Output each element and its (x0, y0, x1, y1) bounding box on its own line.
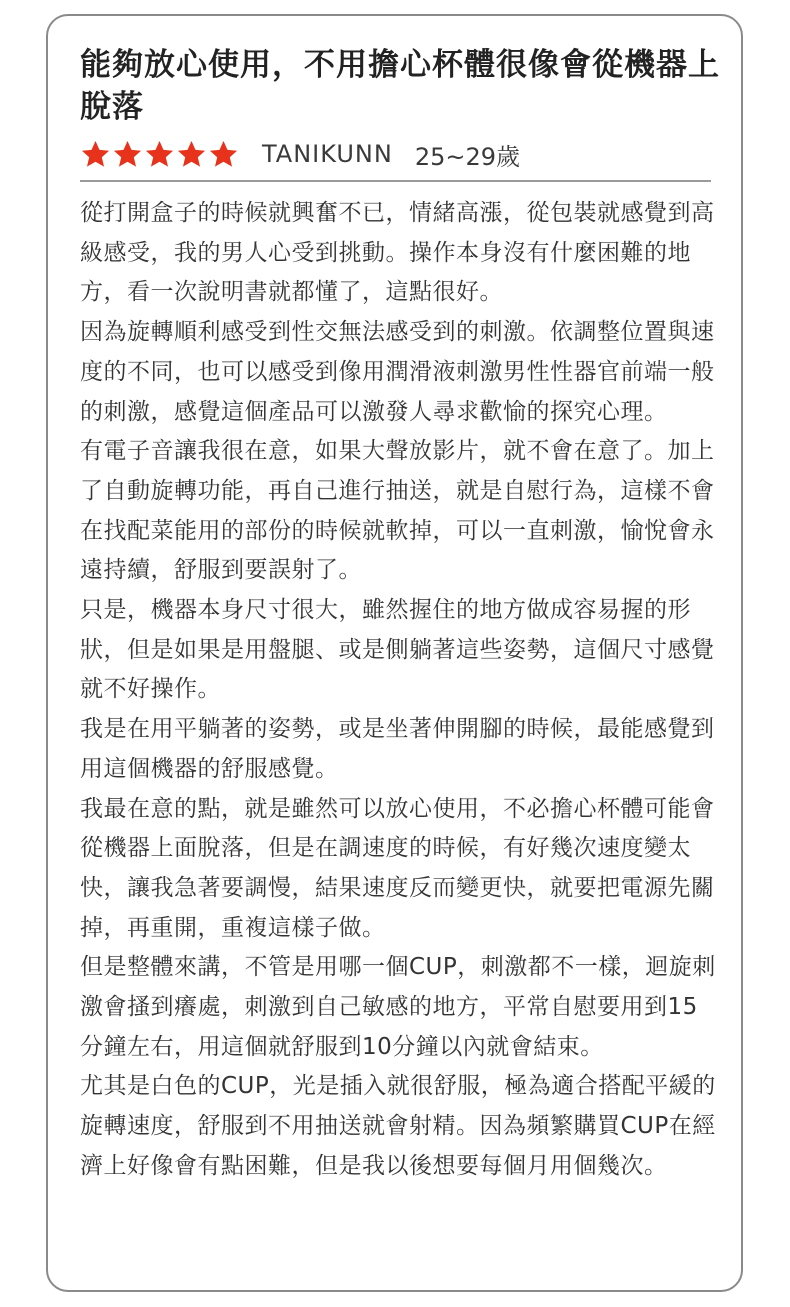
divider (80, 180, 711, 182)
review-paragraph: 尤其是白色的CUP，光是插入就很舒服，極為適合搭配平緩的旋轉速度，舒服到不用抽送就會射精。因為頻繁購買CUP在經濟上好像會有點困難，但是我以後想要每個月用個幾次。 (80, 1073, 716, 1179)
reviewer-age: 25~29歲 (414, 142, 520, 171)
review-paragraph: 只是，機器本身尺寸很大，雖然握住的地方做成容易握的形狀，但是如果是用盤腿、或是側躺著這些姿勢，這個尺寸感覺就不好操作。 (80, 597, 715, 703)
star-icon (208, 139, 239, 170)
review-paragraph: 從打開盒子的時候就興奮不已，情緒高漲，從包裝就感覺到高級感受，我的男人心受到挑動。操作本身沒有什麼困難的地方，看一次說明書就都懂了，這點很好。 (80, 200, 715, 306)
star-icon (144, 139, 175, 170)
review-paragraph: 但是整體來講，不管是用哪一個CUP，刺激都不一樣，迴旋刺激會搔到癢處，刺激到自己敏感的地方，平常自慰要用到15分鐘左右，用這個就舒服到10分鐘以內就會結束。 (80, 954, 716, 1060)
review-paragraph: 我最在意的點，就是雖然可以放心使用，不必擔心杯體可能會從機器上面脫落，但是在調速度的時候，有好幾次速度變太快，讓我急著要調慢，結果速度反而變更快，就要把電源先關掉，再重開，重複這樣子做。 (80, 795, 715, 941)
star-icon (176, 139, 207, 170)
review-paragraph: 有電子音讓我很在意，如果大聲放影片，就不會在意了。加上了自動旋轉功能，再自己進行抽送，就是自慰行為，這樣不會在找配菜能用的部份的時候就軟掉，可以一直刺激，愉悅會永遠持續，舒服到要誤射了。 (80, 438, 715, 584)
review-body (80, 194, 716, 1187)
review-paragraph: 我是在用平躺著的姿勢，或是坐著伸開腳的時候，最能感覺到用這個機器的舒服感覺。 (80, 716, 715, 782)
review-paragraph: 因為旋轉順利感受到性交無法感受到的刺激。依調整位置與速度的不同，也可以感受到像用潤滑液刺激男性性器官前端一般的刺激，感覺這個產品可以激發人尋求歡愉的探究心理。 (80, 319, 715, 425)
review-title: 能夠放心使用，不用擔心杯體很像會從機器上脫落 (80, 47, 720, 125)
star-icon (112, 139, 143, 170)
star-icon (80, 139, 111, 170)
star-rating (80, 139, 240, 170)
reviewer-name: TANIKUNN (262, 140, 393, 168)
review-meta (80, 136, 520, 172)
